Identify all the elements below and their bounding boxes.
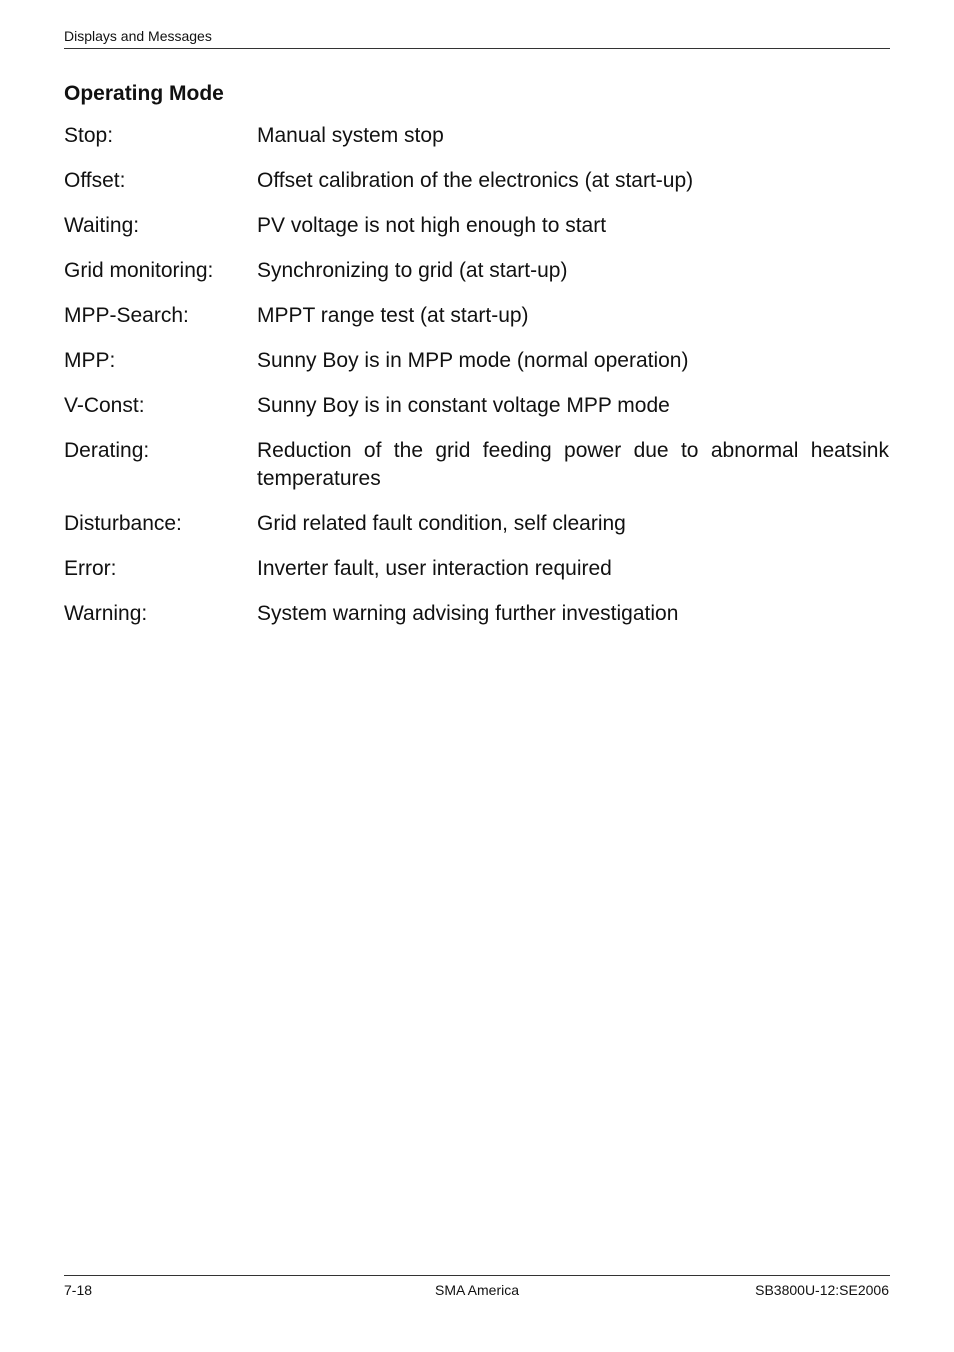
mode-term: Error: [64,557,117,580]
page-number: 7-18 [64,1282,93,1298]
mode-term: Warning: [64,602,148,625]
mode-term: Offset: [64,169,126,192]
mode-description: MPPT range test (at start-up) [257,304,529,327]
page-footer [64,1275,890,1306]
footer-company: SMA America [434,1282,520,1298]
mode-row-stop [64,122,889,150]
mode-term: V-Const: [64,394,145,417]
mode-term: Derating: [64,439,150,462]
document-id: SB3800U-12:SE2006 [755,1282,889,1298]
mode-row-v-const [64,392,889,420]
mode-description: PV voltage is not high enough to start [257,214,607,237]
mode-row-mpp-search [64,302,889,330]
mode-description: Reduction of the grid feeding power due to abnormal heatsink temperatures [257,439,889,490]
mode-description: Offset calibration of the electronics (at start-up) [257,169,694,192]
mode-term: Grid monitoring: [64,259,214,282]
mode-term: Waiting: [64,214,140,237]
mode-row-grid-monitoring [64,257,889,285]
mode-description: Manual system stop [257,124,444,147]
mode-description: Inverter fault, user interaction required [257,557,612,580]
mode-term: Disturbance: [64,512,182,535]
mode-term: MPP: [64,349,116,372]
running-title: Displays and Messages [64,28,212,44]
mode-row-offset [64,167,889,195]
mode-row-mpp [64,347,889,375]
mode-description: Grid related fault condition, self clearing [257,512,626,535]
mode-row-disturbance [64,510,889,538]
mode-row-derating [64,437,889,493]
operating-mode-list [64,122,889,645]
mode-term: MPP-Search: [64,304,189,327]
mode-description: Sunny Boy is in constant voltage MPP mode [257,394,670,417]
section-title: Operating Mode [64,82,224,105]
mode-description: System warning advising further investigation [257,602,679,625]
mode-row-warning [64,600,889,628]
mode-description: Sunny Boy is in MPP mode (normal operation) [257,349,689,372]
mode-row-waiting [64,212,889,240]
page-header [64,27,890,49]
mode-term: Stop: [64,124,114,147]
mode-row-error [64,555,889,583]
mode-description: Synchronizing to grid (at start-up) [257,259,568,282]
